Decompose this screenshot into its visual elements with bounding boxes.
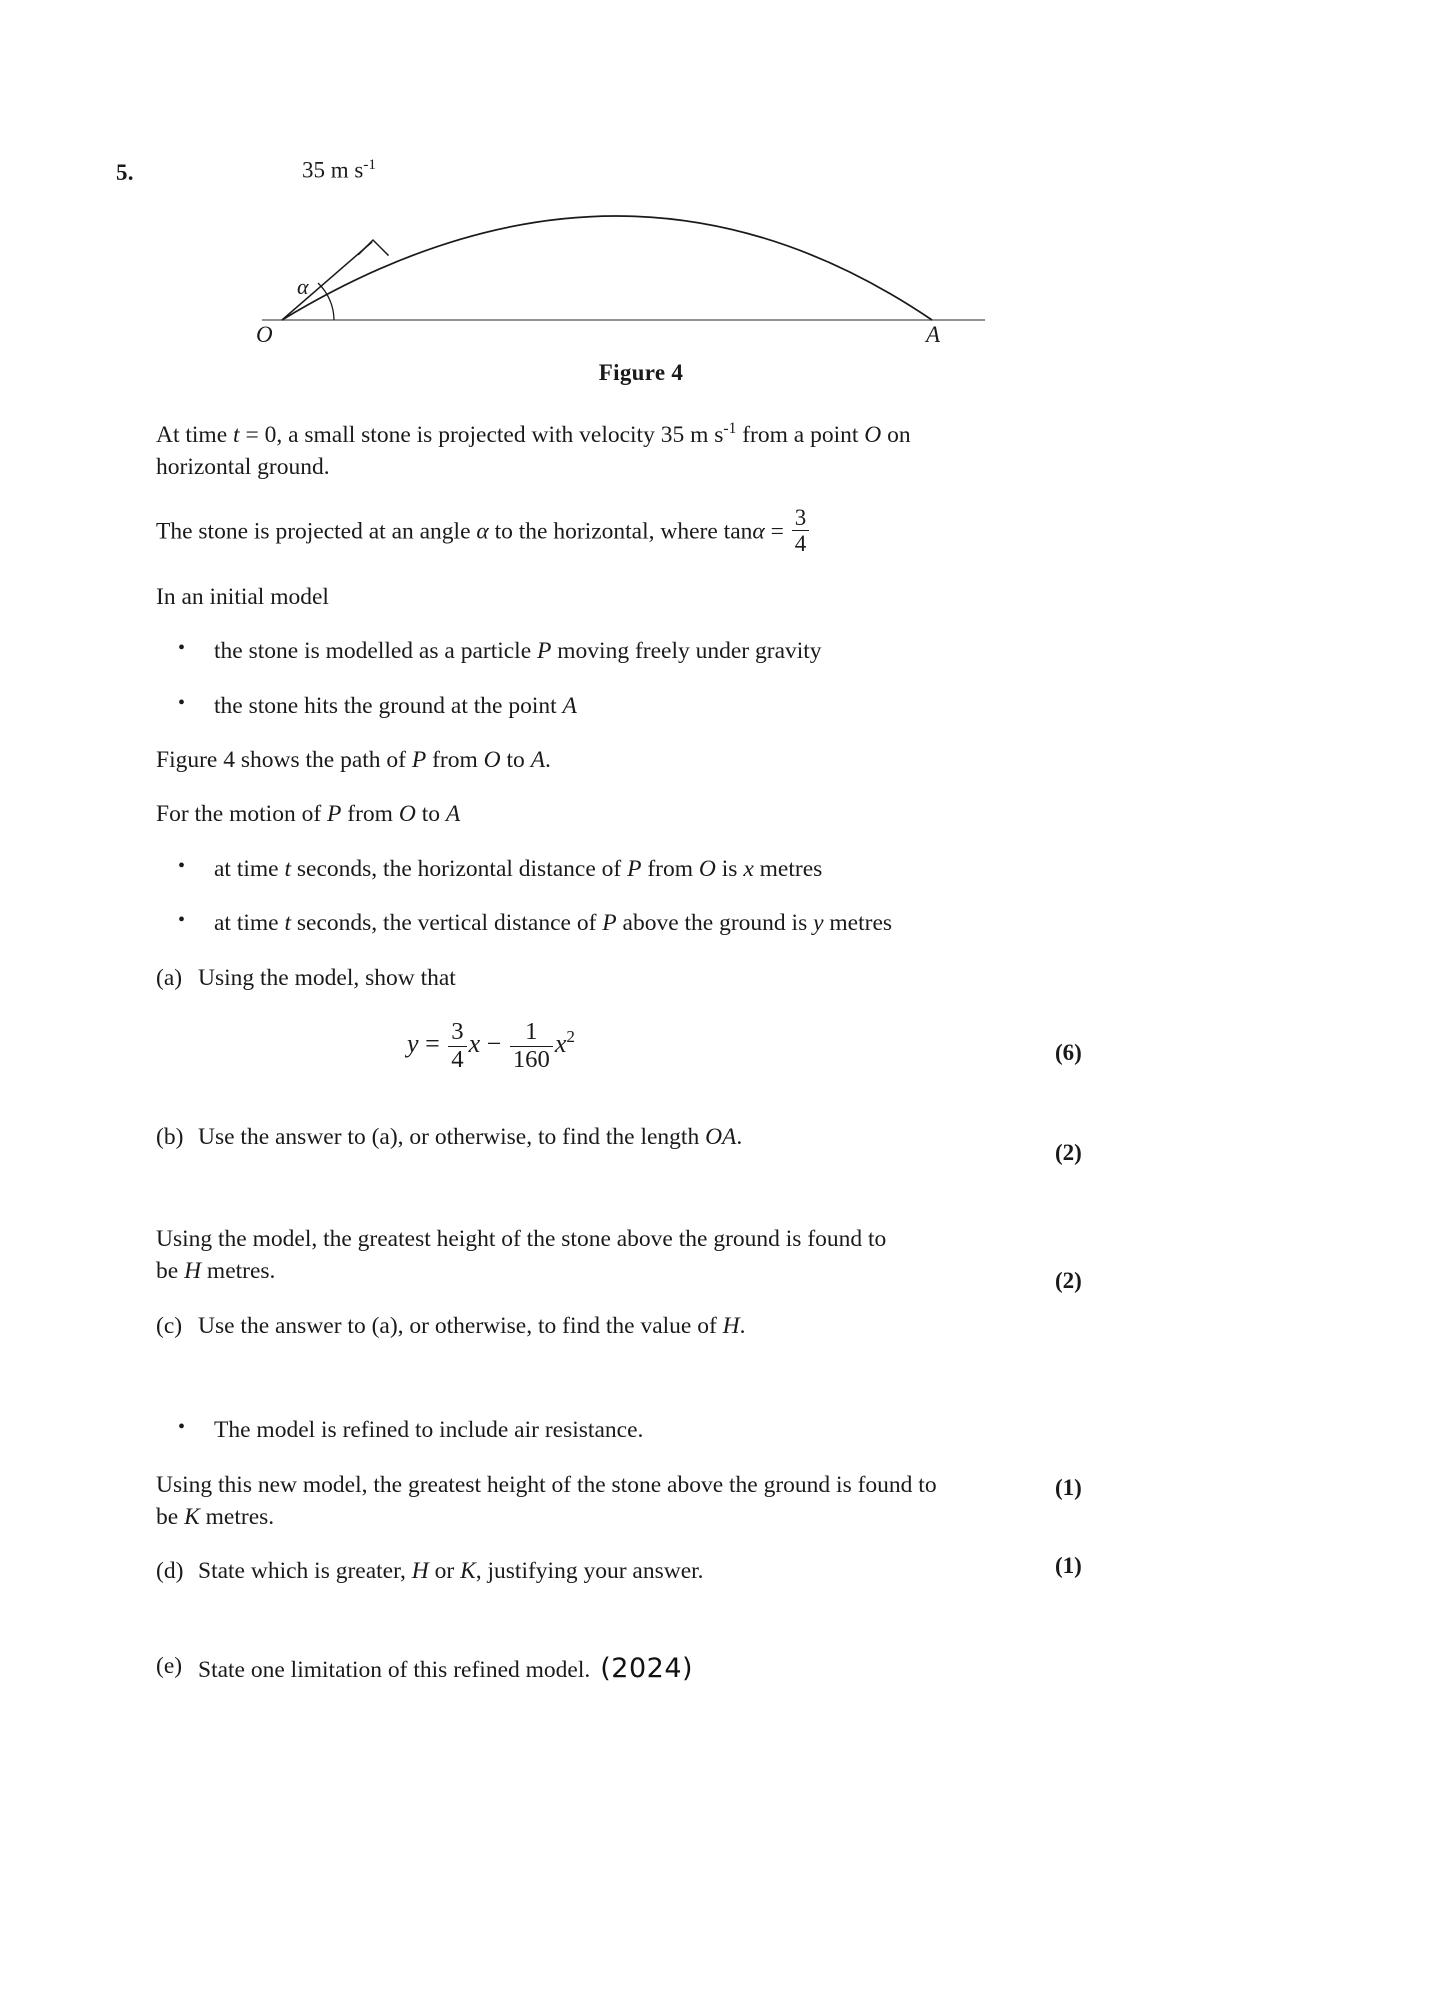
part-d-var-K: K [460,1558,476,1585]
greatest-height-line-1: Using the model, the greatest height of the stone above the ground is found to [156,1225,887,1252]
marks-part-d: (1) [1055,1475,1082,1500]
tan-alpha-fraction [792,503,810,556]
angle-arc [318,283,334,320]
point-o-label: O [256,322,273,347]
bullet-1-var-P: P [537,638,552,665]
part-c-label: (c) [156,1312,183,1339]
year-annotation: (2024) [600,1652,694,1684]
bullet-3-text-c: from [641,855,699,882]
point-a-label: A [926,322,941,347]
marks-part-a: (6) [1055,1040,1082,1065]
shows-path-text-3: to [500,747,531,773]
figure-shows-path-paragraph [156,744,1156,776]
motion-var-P: P [327,801,342,828]
part-b [156,1121,1156,1153]
part-c-var-H: H [722,1312,740,1339]
intro-text-4: on [881,421,911,448]
question-number: 5. [116,160,134,185]
figure-caption [0,360,1432,386]
figure-caption-text: Figure 4 [598,360,684,385]
part-a-text: Using the model, show that [198,964,456,991]
motion-text-2: from [341,801,399,828]
new-model-line-1: Using this new model, the greatest height of the stone above the ground is found to [156,1471,937,1498]
fraction-denominator: 4 [792,530,810,555]
bullet-item-air-resistance [156,1414,1156,1446]
intro-text-3: from a point [736,421,865,448]
part-c-text-2: . [739,1312,746,1339]
bullet-3-var-x: x [743,855,754,882]
part-d-text-1: State which is greater, [198,1558,412,1585]
equation-fraction-3-4 [448,1020,466,1072]
part-d-text-3: , justifying your answer. [475,1558,704,1585]
bullet-item-horizontal-distance [156,853,1156,885]
bullet-3-var-O: O [698,855,716,882]
part-b-label: (b) [156,1123,184,1150]
bullet-4-text-b: seconds, the vertical distance of [291,910,603,937]
part-d-text-2: or [428,1558,461,1585]
angle-var-alpha-2: α [752,518,765,545]
bullet-3-text-b: seconds, the horizontal distance of [291,855,628,882]
shows-path-text-2: from [426,747,484,773]
displayed-equation [156,1020,1156,1072]
fraction-numerator: 3 [451,1018,464,1046]
velocity-exponent: -1 [363,156,376,173]
intro-var-O: O [864,421,882,448]
bullet-4-text-a: at time [214,910,285,937]
new-model-paragraph [156,1469,1156,1534]
intro-text-2: = 0, a small stone is projected with velocity [239,421,661,448]
shows-path-var-P: P [411,747,427,773]
angle-alpha-label: α [297,274,309,299]
bullet-3-text-e: metres [753,855,823,882]
initial-model-heading: In an initial model [156,583,329,610]
part-b-text-2: . [736,1123,743,1150]
angle-var-alpha: α [476,518,489,545]
bullet-3-var-t: t [284,855,292,882]
intro-line-2: horizontal ground. [156,454,330,481]
shows-path-var-A: A [530,747,546,773]
greatest-height-paragraph [156,1223,1156,1288]
equation-fraction-1-160 [510,1020,553,1072]
velocity-arrow-head [358,240,388,270]
part-e [156,1650,1156,1687]
intro-paragraph [156,418,1156,484]
velocity-label [302,156,376,184]
figure-4-diagram [240,150,1000,350]
bullet-dot-icon: • [178,854,186,877]
bullet-4-var-t: t [284,910,292,937]
bullet-item-hits-ground [156,690,1156,722]
fraction-denominator: 160 [510,1046,553,1073]
bullet-1-text-b: moving freely under gravity [551,638,822,665]
equation-y: y [407,1029,419,1058]
spacer [156,1079,1156,1121]
motion-var-O: O [398,801,416,828]
shows-path-text-4: . [545,747,551,773]
bullet-4-var-y: y [813,910,824,937]
marks-part-c: (2) [1055,1268,1082,1293]
angle-equals: = [764,518,790,545]
part-b-var-OA: OA [705,1123,737,1150]
bullet-item-particle [156,635,1156,667]
angle-paragraph [156,503,1156,556]
part-d [156,1555,1156,1587]
intro-text-1: At time [156,421,234,448]
equation-minus: − [486,1029,502,1058]
shows-path-text-1: Figure 4 shows the path of [156,747,412,773]
bullet-dot-icon: • [178,1416,186,1439]
part-e-label: (e) [156,1652,183,1679]
bullet-dot-icon: • [178,637,186,660]
question-body [156,418,1156,1687]
fraction-numerator: 3 [794,503,807,530]
part-a-label: (a) [156,964,183,991]
intro-speed: 35 m s [660,421,724,448]
fraction-denominator: 4 [448,1046,466,1073]
greatest-height-var-H: H [184,1258,202,1285]
equation-x-squared-exponent: 2 [566,1027,575,1047]
bullet-dot-icon: • [178,691,186,714]
intro-speed-exponent: -1 [723,420,737,437]
marks-part-b: (2) [1055,1140,1082,1165]
bullet-3-var-P: P [627,855,642,882]
motion-heading [156,798,1156,830]
bullet-2-text-a: the stone hits the ground at the point [214,692,563,719]
greatest-height-line-2b: metres. [201,1258,276,1285]
fraction-numerator: 1 [525,1018,538,1046]
new-model-line-2b: metres. [199,1504,275,1531]
angle-text-2: to the horizontal, where tan [488,518,753,545]
part-c-text-1: Use the answer to (a), or otherwise, to find the value of [198,1312,723,1339]
shows-path-var-O: O [483,747,501,773]
part-d-var-H: H [411,1558,429,1585]
equation-x-2: x [554,1029,567,1058]
marks-part-e: (1) [1055,1553,1082,1578]
greatest-height-line-2a: be [156,1258,185,1285]
trajectory-path [282,216,932,320]
equation-x-1: x [468,1029,481,1058]
part-e-text: State one limitation of this refined model. [198,1656,591,1683]
bullet-item-vertical-distance [156,907,1156,939]
part-b-text-1: Use the answer to (a), or otherwise, to find the length [198,1123,706,1150]
bullet-dot-icon: • [178,909,186,932]
bullet-5-text: The model is refined to include air resistance. [214,1417,644,1444]
part-d-label: (d) [156,1558,184,1585]
bullet-4-text-d: metres [823,910,893,937]
spacer [156,1588,1156,1650]
new-model-line-2a: be [156,1504,185,1531]
spacer [156,1153,1156,1223]
motion-var-A: A [445,801,461,828]
new-model-var-K: K [184,1504,200,1531]
spacer [156,1342,1156,1414]
bullet-3-text-d: is [715,855,744,882]
angle-text-1: The stone is projected at an angle [156,518,477,545]
equation-equals: = [425,1029,440,1058]
bullet-1-text-a: the stone is modelled as a particle [214,638,538,665]
motion-text-3: to [415,801,446,828]
intro-var-t: t [233,421,240,448]
bullet-2-var-A: A [562,692,577,719]
part-a [156,962,1156,994]
bullet-3-text-a: at time [214,855,285,882]
velocity-value: 35 m s [302,157,364,183]
motion-text-1: For the motion of [156,801,328,828]
bullet-4-var-P: P [602,910,617,937]
bullet-4-text-c: above the ground is [616,910,814,937]
part-c [156,1310,1156,1342]
